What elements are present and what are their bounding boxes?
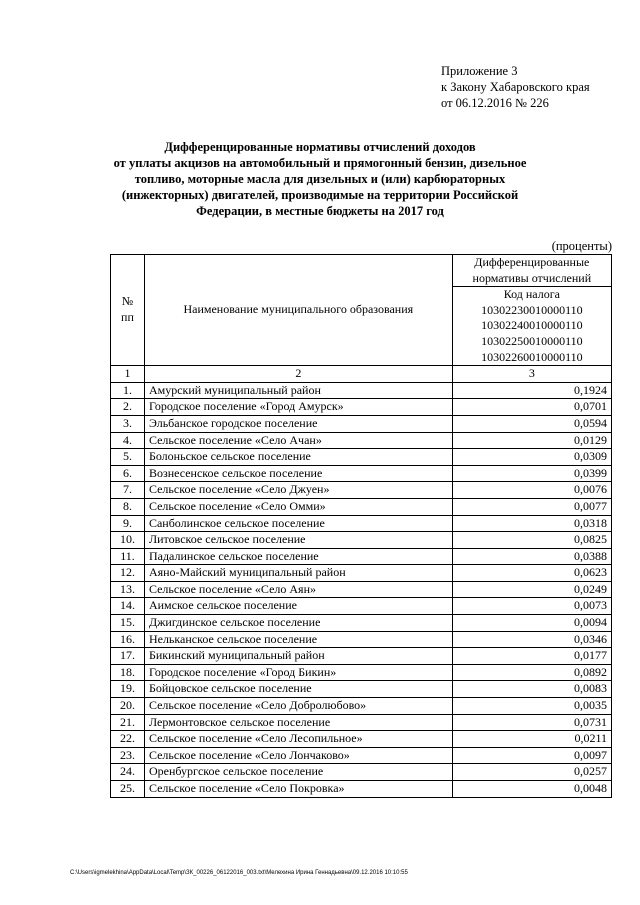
row-name: Падалинское сельское поселение	[144, 548, 452, 565]
column-index-1: 1	[111, 366, 145, 383]
table-row	[111, 532, 612, 549]
row-name: Аяно-Майский муниципальный район	[144, 565, 452, 582]
table-row	[111, 482, 612, 499]
table-row	[111, 581, 612, 598]
header-number-line-2: пп	[121, 310, 134, 325]
header-norms-cell	[452, 255, 611, 287]
row-value: 0,0825	[452, 532, 611, 549]
row-name: Оренбургское сельское поселение	[144, 764, 452, 781]
table-row	[111, 565, 612, 582]
row-name: Вознесенское сельское поселение	[144, 465, 452, 482]
row-number: 22.	[111, 731, 145, 748]
table-row	[111, 648, 612, 665]
row-name: Бойцовское сельское поселение	[144, 681, 452, 698]
row-name: Сельское поселение «Село Лесопильное»	[144, 731, 452, 748]
row-value: 0,0346	[452, 631, 611, 648]
row-name: Городское поселение «Город Бикин»	[144, 664, 452, 681]
row-number: 3.	[111, 415, 145, 432]
table-body	[111, 382, 612, 797]
row-number: 8.	[111, 498, 145, 515]
column-index-row	[111, 366, 612, 383]
norms-table	[110, 254, 612, 798]
row-number: 11.	[111, 548, 145, 565]
title-line-2: от уплаты акцизов на автомобильный и прямогонный бензин, дизельное	[113, 156, 527, 170]
appendix-line-2: к Закону Хабаровского края	[441, 80, 590, 94]
row-number: 6.	[111, 465, 145, 482]
row-name: Болоньское сельское поселение	[144, 449, 452, 466]
row-number: 1.	[111, 382, 145, 399]
table-row	[111, 515, 612, 532]
header-code-3: 10302250010000110	[481, 333, 583, 348]
row-name: Нельканское сельское поселение	[144, 631, 452, 648]
row-number: 15.	[111, 615, 145, 632]
header-norms-line-1: Дифференцированные	[474, 255, 590, 269]
row-number: 24.	[111, 764, 145, 781]
header-name-cell: Наименование муниципального образования	[144, 255, 452, 366]
table-row	[111, 615, 612, 632]
table-row	[111, 664, 612, 681]
row-name: Лермонтовское сельское поселение	[144, 714, 452, 731]
table-row	[111, 548, 612, 565]
row-number: 4.	[111, 432, 145, 449]
row-value: 0,0211	[452, 731, 611, 748]
units-label: (проценты)	[551, 239, 612, 253]
table-row	[111, 598, 612, 615]
row-value: 0,0701	[452, 399, 611, 416]
row-number: 18.	[111, 664, 145, 681]
row-value: 0,0077	[452, 498, 611, 515]
row-name: Амурский муниципальный район	[144, 382, 452, 399]
row-value: 0,0048	[452, 781, 611, 798]
header-code-4: 10302260010000110	[481, 349, 583, 364]
row-value: 0,0731	[452, 714, 611, 731]
row-number: 21.	[111, 714, 145, 731]
row-number: 23.	[111, 747, 145, 764]
row-name: Санболинское сельское поселение	[144, 515, 452, 532]
row-name: Джигдинское сельское поселение	[144, 615, 452, 632]
table-row	[111, 498, 612, 515]
header-norms-line-2: нормативы отчислений	[472, 270, 592, 285]
row-name: Сельское поселение «Село Джуен»	[144, 482, 452, 499]
row-value: 0,0623	[452, 565, 611, 582]
row-number: 20.	[111, 698, 145, 715]
row-value: 0,0177	[452, 648, 611, 665]
row-value: 0,0594	[452, 415, 611, 432]
row-name: Сельское поселение «Село Добролюбово»	[144, 698, 452, 715]
header-code-cell	[452, 287, 611, 366]
row-value: 0,0388	[452, 548, 611, 565]
row-name: Бикинский муниципальный район	[144, 648, 452, 665]
appendix-line-3: от 06.12.2016 № 226	[441, 96, 549, 110]
footer-path: C:\Users\igmelekhina\AppData\Local\Temp\ЗК_00226_06122016_003.txt\Мелехина Ирина Геннадьевна\09.12.2016 10:10:55	[70, 870, 408, 876]
title-line-1: Дифференцированные нормативы отчислений доходов	[164, 140, 476, 154]
row-number: 17.	[111, 648, 145, 665]
row-name: Сельское поселение «Село Покровка»	[144, 781, 452, 798]
header-number-cell	[111, 255, 145, 366]
row-number: 13.	[111, 581, 145, 598]
table-row	[111, 714, 612, 731]
table-header-row	[111, 255, 612, 287]
row-number: 19.	[111, 681, 145, 698]
row-value: 0,0257	[452, 764, 611, 781]
row-value: 0,0129	[452, 432, 611, 449]
appendix-line-1: Приложение 3	[441, 64, 518, 78]
row-number: 25.	[111, 781, 145, 798]
row-value: 0,0094	[452, 615, 611, 632]
table-row	[111, 698, 612, 715]
table-row	[111, 382, 612, 399]
table-row	[111, 731, 612, 748]
row-name: Сельское поселение «Село Аян»	[144, 581, 452, 598]
row-number: 7.	[111, 482, 145, 499]
row-number: 12.	[111, 565, 145, 582]
table-row	[111, 399, 612, 416]
table-row	[111, 747, 612, 764]
row-value: 0,0076	[452, 482, 611, 499]
row-value: 0,0892	[452, 664, 611, 681]
row-name: Сельское поселение «Село Ачан»	[144, 432, 452, 449]
row-number: 2.	[111, 399, 145, 416]
row-value: 0,1924	[452, 382, 611, 399]
row-value: 0,0035	[452, 698, 611, 715]
row-name: Сельское поселение «Село Омми»	[144, 498, 452, 515]
row-value: 0,0318	[452, 515, 611, 532]
table-row	[111, 764, 612, 781]
title-line-5: Федерации, в местные бюджеты на 2017 год	[196, 204, 444, 218]
title-line-3: топливо, моторные масла для дизельных и (или) карбюраторных	[134, 172, 506, 186]
table-row	[111, 465, 612, 482]
row-number: 9.	[111, 515, 145, 532]
row-number: 14.	[111, 598, 145, 615]
table-row	[111, 415, 612, 432]
row-value: 0,0097	[452, 747, 611, 764]
row-name: Аимское сельское поселение	[144, 598, 452, 615]
row-number: 10.	[111, 532, 145, 549]
table-row	[111, 781, 612, 798]
header-code-1: 10302230010000110	[481, 302, 583, 317]
row-value: 0,0309	[452, 449, 611, 466]
row-name: Городское поселение «Город Амурск»	[144, 399, 452, 416]
row-name: Сельское поселение «Село Лончаково»	[144, 747, 452, 764]
header-code-label: Код налога	[503, 287, 560, 302]
table-row	[111, 449, 612, 466]
row-number: 5.	[111, 449, 145, 466]
appendix-block	[441, 63, 590, 111]
table-row	[111, 432, 612, 449]
row-name: Эльбанское городское поселение	[144, 415, 452, 432]
table-row	[111, 681, 612, 698]
header-code-2: 10302240010000110	[481, 318, 583, 333]
row-value: 0,0249	[452, 581, 611, 598]
header-number-line-1: №	[121, 294, 134, 309]
row-name: Литовское сельское поселение	[144, 532, 452, 549]
row-number: 16.	[111, 631, 145, 648]
row-value: 0,0399	[452, 465, 611, 482]
row-value: 0,0073	[452, 598, 611, 615]
document-title	[100, 139, 540, 219]
title-line-4: (инжекторных) двигателей, производимые на территории Российской	[121, 188, 519, 202]
table-row	[111, 631, 612, 648]
row-value: 0,0083	[452, 681, 611, 698]
column-index-3: 3	[452, 366, 611, 383]
column-index-2: 2	[144, 366, 452, 383]
